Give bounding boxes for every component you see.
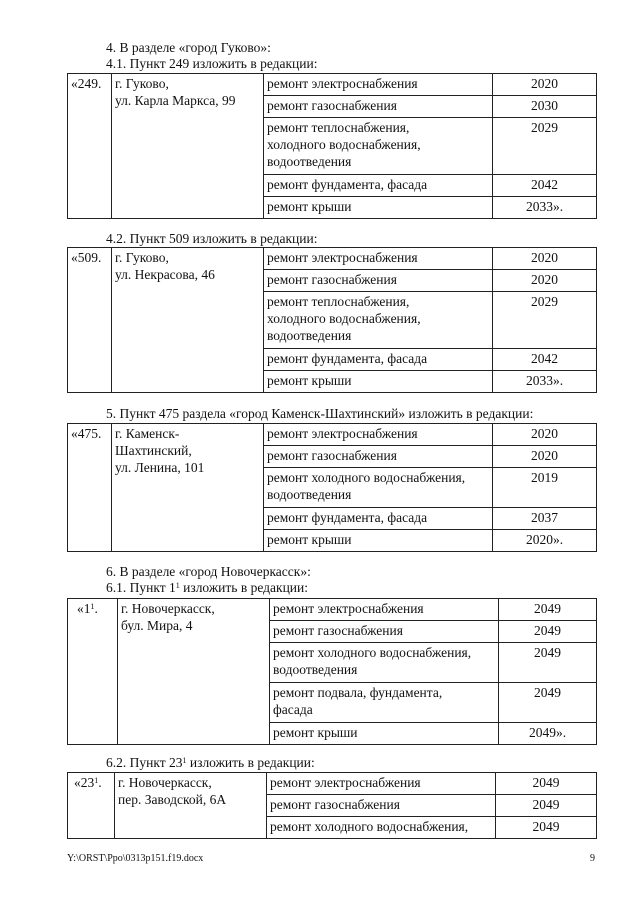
year: 2019: [493, 468, 597, 508]
address-cell: г. Каменск- Шахтинский, ул. Ленина, 101: [112, 424, 264, 552]
work-type: ремонт газоснабжения: [267, 795, 496, 817]
work-type: ремонт электроснабжения: [270, 599, 499, 621]
table-item-475: [67, 423, 597, 552]
work-type: ремонт газоснабжения: [264, 96, 493, 118]
year: 2029: [493, 292, 597, 349]
work-type: ремонт холодного водоснабжения, водоотведения: [264, 468, 493, 508]
year: 2049: [496, 795, 597, 817]
year: 2049: [499, 683, 597, 723]
year: 2049: [496, 773, 597, 795]
table-item-23-1: [67, 772, 597, 839]
work-type: ремонт фундамента, фасада: [264, 349, 493, 371]
work-type: ремонт холодного водоснабжения, водоотведения: [270, 643, 499, 683]
year: 2020: [493, 424, 597, 446]
address-cell: г. Новочеркасск, бул. Мира, 4: [118, 599, 270, 745]
work-type: ремонт электроснабжения: [267, 773, 496, 795]
work-type: ремонт электроснабжения: [264, 248, 493, 270]
year: 2049».: [499, 723, 597, 745]
work-type: ремонт электроснабжения: [264, 74, 493, 96]
item-number: «249.: [68, 74, 112, 219]
item-number: «$1^1$.: [68, 599, 118, 745]
item-number: «509.: [68, 248, 112, 393]
work-type: ремонт газоснабжения: [270, 621, 499, 643]
work-type: ремонт крыши: [264, 197, 493, 219]
heading-4: 4. В разделе «город Гуково»:: [106, 40, 271, 55]
heading-6-1: 6.1. Пункт $1^1$ изложить в редакции:: [106, 580, 308, 595]
address-cell: г. Гуково, ул. Карла Маркса, 99: [112, 74, 264, 219]
heading-4-1: 4.1. Пункт 249 изложить в редакции:: [106, 56, 318, 71]
year: 2033».: [493, 371, 597, 393]
work-type: ремонт теплоснабжения, холодного водоснабжения, водоотведения: [264, 292, 493, 349]
work-type: ремонт электроснабжения: [264, 424, 493, 446]
work-type: ремонт газоснабжения: [264, 270, 493, 292]
page-number: 9: [590, 853, 595, 864]
work-type: ремонт фундамента, фасада: [264, 175, 493, 197]
heading-4-2: 4.2. Пункт 509 изложить в редакции:: [106, 231, 318, 246]
heading-5: 5. Пункт 475 раздела «город Каменск-Шахтинский» изложить в редакции:: [106, 406, 534, 421]
address-cell: г. Гуково, ул. Некрасова, 46: [112, 248, 264, 393]
work-type: ремонт теплоснабжения, холодного водоснабжения, водоотведения: [264, 118, 493, 175]
year: 2049: [499, 599, 597, 621]
work-type: ремонт крыши: [264, 530, 493, 552]
year: 2029: [493, 118, 597, 175]
year: 2037: [493, 508, 597, 530]
year: 2030: [493, 96, 597, 118]
item-number: «$23^1$.: [68, 773, 115, 839]
year: 2020: [493, 270, 597, 292]
year: 2042: [493, 349, 597, 371]
heading-6-2: 6.2. Пункт $23^1$ изложить в редакции:: [106, 755, 315, 770]
work-type: ремонт крыши: [264, 371, 493, 393]
table-item-249: [67, 73, 597, 219]
year: 2020: [493, 248, 597, 270]
year: 2049: [496, 817, 597, 839]
year: 2049: [499, 621, 597, 643]
footer-file-path: Y:\ORST\Ppo\0313p151.f19.docx: [67, 853, 204, 864]
year: 2020: [493, 74, 597, 96]
heading-6: 6. В разделе «город Новочеркасск»:: [106, 564, 311, 579]
address-cell: г. Новочеркасск, пер. Заводской, 6А: [115, 773, 267, 839]
work-type: ремонт фундамента, фасада: [264, 508, 493, 530]
work-type: ремонт крыши: [270, 723, 499, 745]
work-type: ремонт газоснабжения: [264, 446, 493, 468]
year: 2033».: [493, 197, 597, 219]
work-type: ремонт холодного водоснабжения,: [267, 817, 496, 839]
item-number: «475.: [68, 424, 112, 552]
table-item-509: [67, 247, 597, 393]
year: 2042: [493, 175, 597, 197]
work-type: ремонт подвала, фундамента, фасада: [270, 683, 499, 723]
year: 2049: [499, 643, 597, 683]
year: 2020».: [493, 530, 597, 552]
year: 2020: [493, 446, 597, 468]
table-item-1-1: [67, 598, 597, 745]
